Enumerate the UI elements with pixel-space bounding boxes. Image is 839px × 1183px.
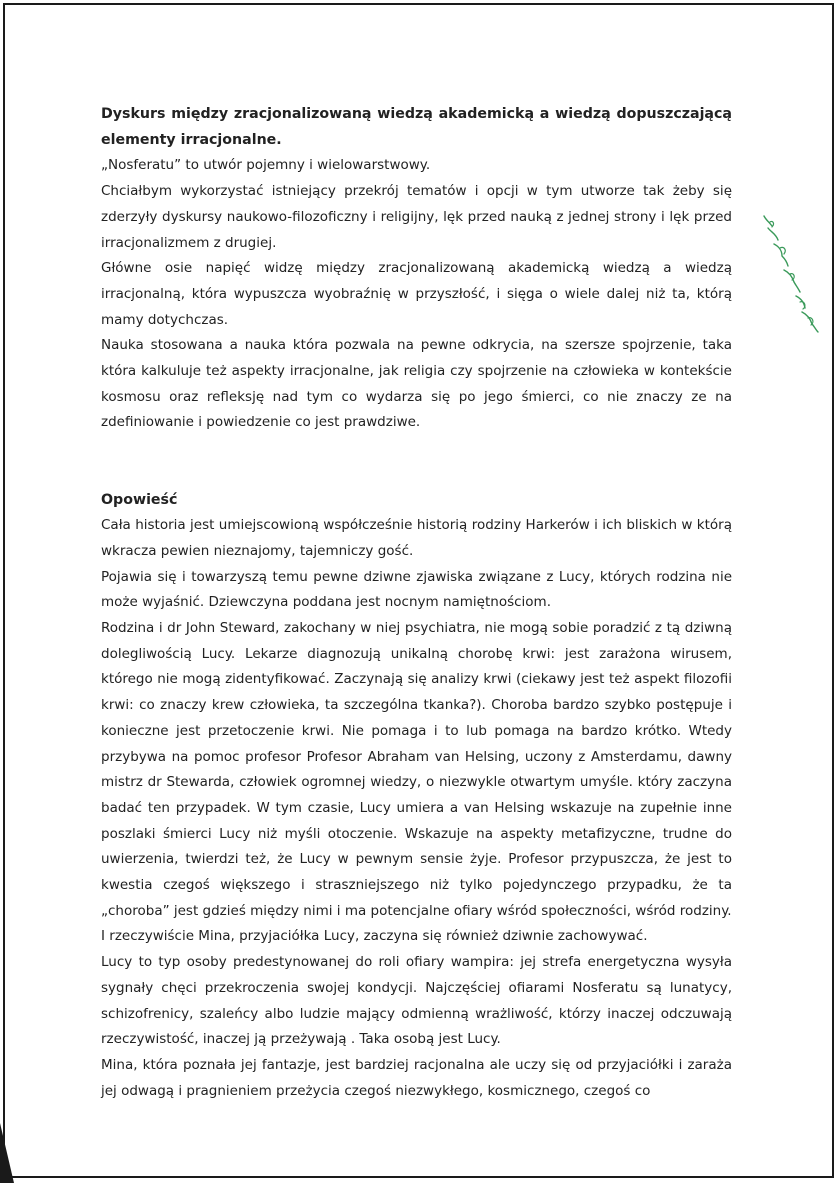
paragraph: I rzeczywiście Mina, przyjaciółka Lucy, zaczyna się również dziwnie zachowywać.	[101, 928, 648, 945]
paragraph: Chciałbym wykorzystać istniejący przekrój tematów i opcji w tym utworze tak żeby się zderzyły dyskursy naukowo-filozoficzny i religijny, lęk przed nauką z jednej strony i lęk przed irracjonalizmem z drugiej.	[101, 183, 732, 251]
paragraph: Pojawia się i towarzyszą temu pewne dziwne zjawiska związane z Lucy, których rodzina nie może wyjaśnić. Dziewczyna poddana jest nocnym namiętnościom.	[101, 568, 732, 611]
paragraph: Rodzina i dr John Steward, zakochany w niej psychiatra, nie mogą sobie poradzić z tą dziwną dolegliwością Lucy. Lekarze diagnozują unikalną chorobę krwi: jest zarażona wirusem, którego nie mogą zidentyfikować. Zaczynają się analizy krwi (ciekawy jest też aspekt filozofii krwi: co znaczy krew człowieka, ta szczególna tkanka?). Choroba bardzo szybko postępuje i konieczne jest przetoczenie krwi. Nie pomaga i to lub pomaga na bardzo krótko. Wtedy przybywa na pomoc profesor Profesor Abraham van Helsing, uczony z Amsterdamu, dawny mistrz dr Stewarda, człowiek ogromnej wiedzy, o niezwykle otwartym umyśle. który zaczyna badać ten przypadek. W tym czasie, Lucy umiera a van Helsing wskazuje na zupełnie inne poszlaki śmierci Lucy niż myśli otoczenie. Wskazuje na aspekty metafizyczne, trudne do uwierzenia, twierdzi też, że Lucy w pewnym sensie żyje. Profesor przypuszcza, że jest to kwestia czegoś większego i straszniejszego niż tylko pojedynczego przypadku, że ta „choroba” jest gdzieś między nimi i ma potencjalne ofiary wśród społeczności, wśród rodziny.	[101, 620, 732, 919]
paragraph: Główne osie napięć widzę między zracjonalizowaną akademicką wiedzą a wiedzą irracjonalną, która wypuszcza wyobraźnię w przyszłość, i sięga o wiele dalej niż ta, którą mamy dotychczas.	[101, 260, 732, 328]
document-body	[101, 102, 732, 1104]
paragraph: Mina, która poznała jej fantazje, jest bardziej racjonalna ale uczy się od przyjaciółki i zaraża jej odwagą i pragnieniem przeżycia czegoś niezwykłego, kosmicznego, czegoś co	[101, 1056, 732, 1099]
section-spacer	[101, 462, 732, 488]
scan-corner-mark	[0, 1123, 14, 1183]
paragraph: Nauka stosowana a nauka która pozwala na pewne odkrycia, na szersze spojrzenie, taka która kalkuluje też aspekty irracjonalne, jak religia czy spojrzenie na człowieka w kontekście kosmosu oraz refleksję nad tym co wydarza się po jego śmierci, co nie znaczy ze na zdefiniowanie i powiedzenie co jest prawdziwe.	[101, 337, 732, 431]
paragraph: Cała historia jest umiejscowioną współcześnie historią rodziny Harkerów i ich bliskich w którą wkracza pewien nieznajomy, tajemniczy gość.	[101, 517, 732, 559]
section-heading-story: Opowieść	[101, 491, 178, 508]
paragraph: „Nosferatu” to utwór pojemny i wielowarstwowy.	[101, 157, 431, 174]
section-heading-discourse: Dyskurs między zracjonalizowaną wiedzą akademicką a wiedzą dopuszczającą elementy irracjonalne.	[101, 106, 732, 148]
handwritten-annotation	[760, 210, 820, 335]
section-spacer	[101, 436, 732, 462]
paragraph: Lucy to typ osoby predestynowanej do roli ofiary wampira: jej strefa energetyczna wysyła sygnały chęci przekroczenia swojej kondycji. Najczęściej ofiarami Nosferatu są lunatycy, schizofrenicy, szaleńcy albo ludzie mający odmienną wrażliwość, którzy inaczej odczuwają rzeczywistość, inaczej ją przeżywają . Taka osobą jest Lucy.	[101, 954, 732, 1048]
